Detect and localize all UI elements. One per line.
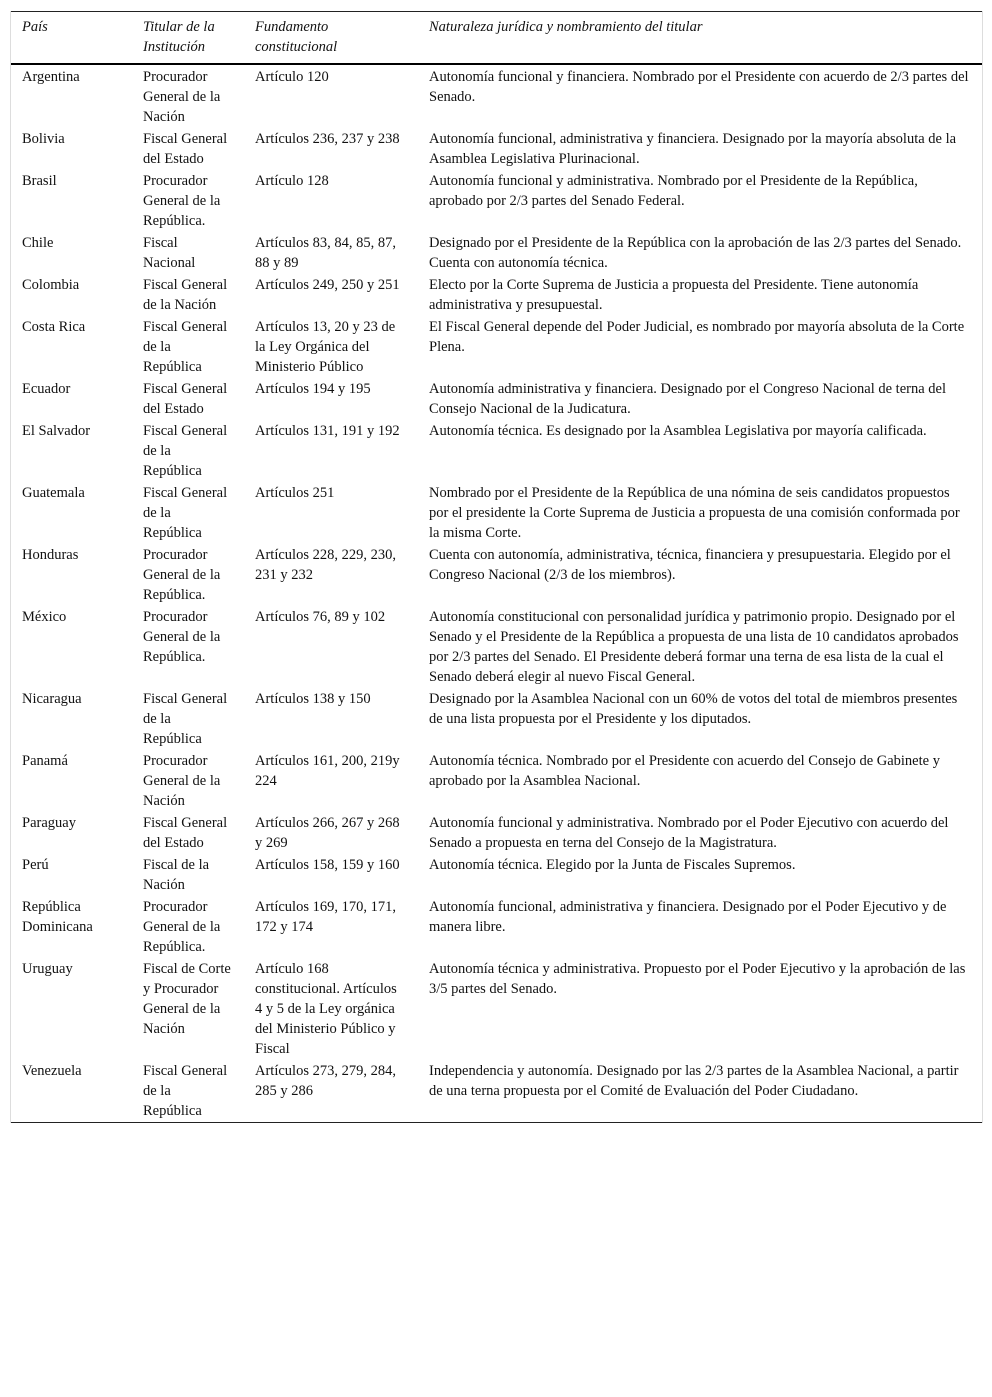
cell-legal-nature: Cuenta con autonomía, administrativa, técnica, financiera y presupuestaria. Elegido por el Congreso Nacional (2/3 de los miembros).: [429, 547, 951, 583]
cell-constitutional-basis: Artículos 236, 237 y 238: [255, 131, 400, 147]
table-row: [11, 896, 982, 958]
cell-legal-nature: Autonomía funcional y administrativa. Nombrado por el Presidente de la República, aprobado por 2/3 partes del Senado Federal.: [429, 173, 918, 209]
cell-holder: Fiscal General de la República: [143, 1063, 228, 1119]
cell-constitutional-basis: Artículos 76, 89 y 102: [255, 609, 386, 625]
header-constitutional-basis: Fundamento constitucional: [255, 19, 338, 55]
prosecutors-table: [11, 11, 982, 1123]
cell-country: Bolivia: [22, 131, 65, 147]
cell-constitutional-basis: Artículos 161, 200, 219y 224: [255, 753, 400, 789]
cell-holder: Procurador General de la Nación: [143, 753, 221, 809]
cell-holder: Fiscal General del Estado: [143, 131, 228, 167]
cell-constitutional-basis: Artículo 128: [255, 173, 329, 189]
table-row: [11, 64, 982, 128]
cell-constitutional-basis: Artículo 168 constitucional. Artículos 4 y 5 de la Ley orgánica del Ministerio Público y Fiscal: [255, 961, 397, 1057]
cell-constitutional-basis: Artículos 83, 84, 85, 87, 88 y 89: [255, 235, 396, 271]
header-legal-nature: Naturaleza jurídica y nombramiento del titular: [429, 19, 703, 35]
cell-holder: Procurador General de la República.: [143, 173, 221, 229]
cell-legal-nature: Autonomía técnica y administrativa. Propuesto por el Poder Ejecutivo y la aprobación de las 3/5 partes del Senado.: [429, 961, 966, 997]
cell-holder: Fiscal General de la República: [143, 485, 228, 541]
cell-holder: Fiscal General de la República: [143, 691, 228, 747]
cell-constitutional-basis: Artículos 13, 20 y 23 de la Ley Orgánica del Ministerio Público: [255, 319, 396, 375]
cell-country: Uruguay: [22, 961, 73, 977]
cell-country: El Salvador: [22, 423, 91, 439]
table-row: [11, 170, 982, 232]
cell-legal-nature: Autonomía constitucional con personalidad jurídica y patrimonio propio. Designado por el Senado y el Presidente de la República a propuesta de una lista de 10 candidatos aprobados por 2/3 partes del Senado. El Presidente deberá formar una terna de esa lista de la cual el Senado deberá elegir al nuevo Fiscal General.: [429, 609, 959, 685]
cell-country: Argentina: [22, 69, 80, 85]
table-body: [11, 64, 982, 1123]
cell-legal-nature: Designado por la Asamblea Nacional con un 60% de votos del total de miembros presentes de una lista propuesta por el Presidente y los diputados.: [429, 691, 958, 727]
cell-country: Panamá: [22, 753, 68, 769]
cell-country: Costa Rica: [22, 319, 86, 335]
table-row: [11, 378, 982, 420]
cell-legal-nature: Autonomía funcional, administrativa y financiera. Designado por la mayoría absoluta de la Asamblea Legislativa Plurinacional.: [429, 131, 957, 167]
cell-holder: Fiscal de Corte y Procurador General de la Nación: [143, 961, 231, 1037]
table-container: [10, 11, 983, 1123]
cell-constitutional-basis: Artículos 273, 279, 284, 285 y 286: [255, 1063, 396, 1099]
cell-holder: Fiscal General de la República: [143, 319, 228, 375]
table-row: [11, 316, 982, 378]
cell-constitutional-basis: Artículos 131, 191 y 192: [255, 423, 400, 439]
table-row: [11, 606, 982, 688]
table-row: [11, 232, 982, 274]
header-country: País: [22, 19, 48, 35]
cell-holder: Fiscal de la Nación: [143, 857, 210, 893]
cell-holder: Procurador General de la República.: [143, 899, 221, 955]
cell-legal-nature: Designado por el Presidente de la República con la aprobación de las 2/3 partes del Senado. Cuenta con autonomía técnica.: [429, 235, 962, 271]
table-row: [11, 274, 982, 316]
table-row: [11, 544, 982, 606]
cell-constitutional-basis: Artículos 228, 229, 230, 231 y 232: [255, 547, 396, 583]
cell-constitutional-basis: Artículos 138 y 150: [255, 691, 371, 707]
cell-country: Honduras: [22, 547, 79, 563]
cell-legal-nature: Autonomía técnica. Elegido por la Junta de Fiscales Supremos.: [429, 857, 796, 873]
cell-country: Chile: [22, 235, 54, 251]
cell-legal-nature: Independencia y autonomía. Designado por las 2/3 partes de la Asamblea Nacional, a partir de una terna propuesta por el Comité de Evaluación del Poder Ciudadano.: [429, 1063, 959, 1099]
header-holder: Titular de la Institución: [143, 19, 215, 55]
cell-legal-nature: Autonomía técnica. Nombrado por el Presidente con acuerdo del Consejo de Gabinete y aprobado por la Asamblea Nacional.: [429, 753, 940, 789]
cell-holder: Procurador General de la República.: [143, 609, 221, 665]
table-row: [11, 482, 982, 544]
header-row: [11, 12, 982, 65]
table-header: [11, 12, 982, 65]
table-row: [11, 750, 982, 812]
cell-holder: Fiscal General de la República: [143, 423, 228, 479]
cell-constitutional-basis: Artículos 194 y 195: [255, 381, 371, 397]
cell-country: Colombia: [22, 277, 80, 293]
cell-constitutional-basis: Artículos 251: [255, 485, 335, 501]
cell-constitutional-basis: Artículo 120: [255, 69, 329, 85]
table-row: [11, 812, 982, 854]
cell-legal-nature: Autonomía funcional y financiera. Nombrado por el Presidente con acuerdo de 2/3 partes del Senado.: [429, 69, 969, 105]
cell-country: República Dominicana: [22, 899, 93, 935]
cell-holder: Fiscal General del Estado: [143, 381, 228, 417]
cell-country: Ecuador: [22, 381, 71, 397]
table-row: [11, 854, 982, 896]
cell-legal-nature: El Fiscal General depende del Poder Judicial, es nombrado por mayoría absoluta de la Corte Plena.: [429, 319, 965, 355]
cell-constitutional-basis: Artículos 266, 267 y 268 y 269: [255, 815, 400, 851]
cell-country: Guatemala: [22, 485, 85, 501]
cell-country: Perú: [22, 857, 49, 873]
cell-holder: Procurador General de la Nación: [143, 69, 221, 125]
cell-legal-nature: Autonomía funcional y administrativa. Nombrado por el Poder Ejecutivo con acuerdo del Senado a propuesta en terna del Consejo de la Magistratura.: [429, 815, 949, 851]
cell-country: Brasil: [22, 173, 57, 189]
cell-legal-nature: Autonomía técnica. Es designado por la Asamblea Legislativa por mayoría calificada.: [429, 423, 927, 439]
table-row: [11, 1060, 982, 1123]
cell-holder: Procurador General de la República.: [143, 547, 221, 603]
table-row: [11, 128, 982, 170]
table-row: [11, 688, 982, 750]
cell-legal-nature: Autonomía administrativa y financiera. Designado por el Congreso Nacional de terna del Consejo Nacional de la Judicatura.: [429, 381, 947, 417]
cell-country: México: [22, 609, 67, 625]
cell-holder: Fiscal Nacional: [143, 235, 196, 271]
cell-constitutional-basis: Artículos 169, 170, 171, 172 y 174: [255, 899, 396, 935]
cell-constitutional-basis: Artículos 249, 250 y 251: [255, 277, 400, 293]
cell-constitutional-basis: Artículos 158, 159 y 160: [255, 857, 400, 873]
cell-legal-nature: Autonomía funcional, administrativa y financiera. Designado por el Poder Ejecutivo y de manera libre.: [429, 899, 947, 935]
cell-legal-nature: Electo por la Corte Suprema de Justicia a propuesta del Presidente. Tiene autonomía administrativa y presupuestal.: [429, 277, 919, 313]
cell-holder: Fiscal General del Estado: [143, 815, 228, 851]
cell-country: Nicaragua: [22, 691, 82, 707]
table-row: [11, 420, 982, 482]
table-row: [11, 958, 982, 1060]
cell-holder: Fiscal General de la Nación: [143, 277, 228, 313]
cell-country: Venezuela: [22, 1063, 82, 1079]
cell-legal-nature: Nombrado por el Presidente de la República de una nómina de seis candidatos propuestos por el presidente la Corte Suprema de Justicia a propuesta de una comisión conformada por la misma Corte.: [429, 485, 960, 541]
cell-country: Paraguay: [22, 815, 76, 831]
